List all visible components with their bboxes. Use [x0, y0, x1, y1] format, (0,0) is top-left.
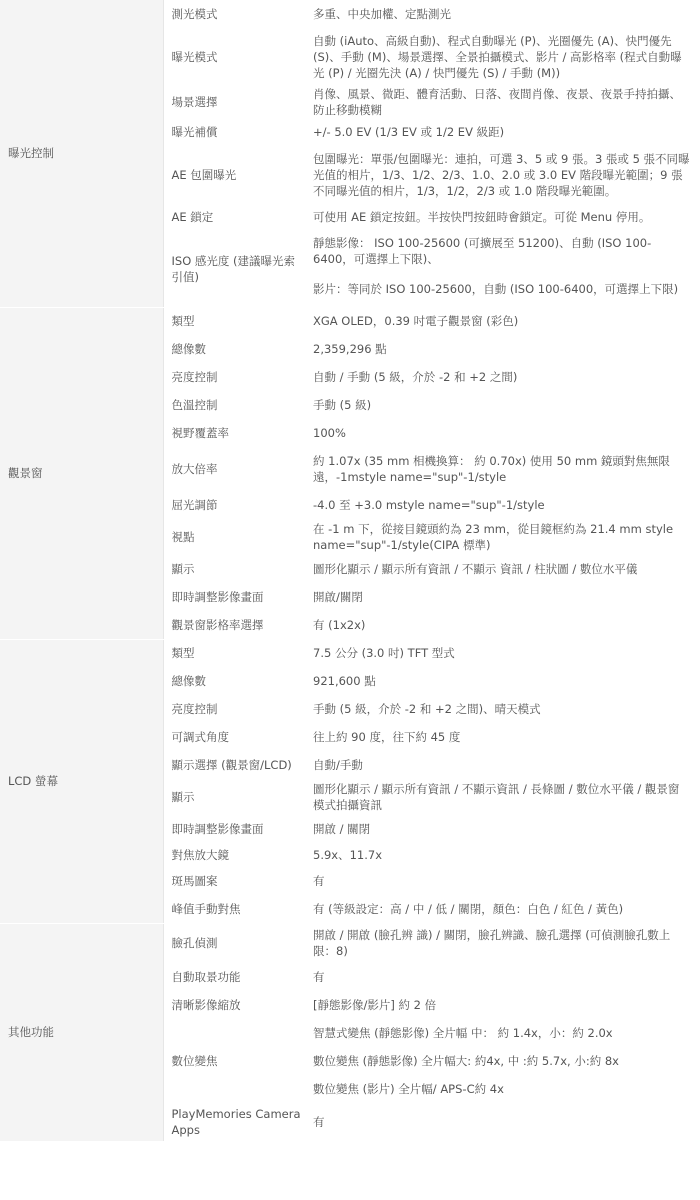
spec-label-text: 顯示選擇 (觀景窗/LCD) [171, 758, 292, 772]
spec-label [163, 85, 303, 118]
spec-value: 手動 (5 級，介於 -2 和 +2 之間)、晴天模式 [303, 695, 700, 723]
spec-label-text: 場景選擇 [171, 94, 218, 109]
spec-label [163, 751, 303, 779]
spec-label [163, 695, 303, 723]
spec-value: 圖形化顯示 / 顯示所有資訊 / 不顯示資訊 / 長條圖 / 數位水平儀 / 觀景窗模式拍攝資訊 [303, 779, 700, 815]
spec-value: 有 (等級設定：高 / 中 / 低 / 關閉，顏色：白色 / 紅色 / 黃色) [303, 895, 700, 923]
spec-value: 有 [303, 867, 700, 895]
spec-label [163, 667, 303, 695]
spec-label-text: 曝光模式 [171, 49, 218, 64]
spec-label [163, 779, 303, 815]
spec-value: 開啟/關閉 [303, 583, 700, 611]
spec-label-text: 清晰影像縮放 [171, 998, 241, 1012]
spec-label-text: 顯示 [171, 562, 195, 576]
spec-label [163, 419, 303, 447]
spec-label [163, 146, 303, 203]
spec-label [163, 555, 303, 583]
spec-value: 自動 (iAuto、高級自動)、程式自動曝光 (P)、光圈優先 (A)、快門優先 (S)、手動 (M)、場景選擇、全景拍攝模式、影片 / 高影格率 (程式自動曝光 (P) / 光圈先決 (A) / 快門優先 (S) / 手動 (M)) [303, 28, 700, 85]
spec-label [163, 519, 303, 555]
spec-label-text: ISO 感光度 (建議曝光索引值) [171, 254, 296, 284]
spec-label [163, 1103, 303, 1141]
spec-label-text: 即時調整影像畫面 [171, 590, 264, 604]
spec-label [163, 391, 303, 419]
spec-label [163, 307, 303, 335]
spec-label-text: 可調式角度 [171, 730, 229, 744]
spec-value: 開啟 / 開啟 (臉孔辨 識) / 關閉，臉孔辨識、臉孔選擇 (可偵測臉孔數上限：8) [303, 923, 700, 963]
spec-value: 有 [303, 963, 700, 991]
spec-value: 靜態影像： ISO 100-25600 (可擴展至 51200)、自動 (ISO 100-6400，可選擇上下限)、 [303, 231, 700, 271]
spec-row [0, 0, 700, 28]
spec-value: 數位變焦 (靜態影像) 全片幅大: 約4x, 中 :約 5.7x, 小:約 8x [303, 1047, 700, 1075]
spec-label [163, 0, 303, 28]
spec-label [163, 895, 303, 923]
spec-label [163, 867, 303, 895]
spec-label [163, 447, 303, 491]
spec-label [163, 363, 303, 391]
spec-value: 有 (1x2x) [303, 611, 700, 639]
spec-value: 包圍曝光：單張/包圍曝光：連拍，可選 3、5 或 9 張。3 張或 5 張不同曝光值的相片，1/3、1/2、2/3、1.0、2.0 或 3.0 EV 階段曝光範圍；9 張不同曝光值的相片，1/3，1/2，2/3 或 1.0 階段曝光範圍。 [303, 146, 700, 203]
spec-value: 開啟 / 關閉 [303, 815, 700, 843]
spec-label-text: 視野覆蓋率 [171, 426, 229, 440]
spec-label-text: PlayMemories Camera Apps [171, 1107, 301, 1137]
spec-value: 7.5 公分 (3.0 吋) TFT 型式 [303, 639, 700, 667]
spec-label [163, 639, 303, 667]
spec-label [163, 723, 303, 751]
spec-row [0, 639, 700, 667]
spec-label-text: 放大倍率 [171, 462, 218, 476]
spec-row [0, 923, 700, 963]
spec-value: 有 [303, 1103, 700, 1141]
spec-value: 自動/手動 [303, 751, 700, 779]
spec-label [163, 963, 303, 991]
spec-value: +/- 5.0 EV (1/3 EV 或 1/2 EV 級距) [303, 118, 700, 146]
spec-label [163, 491, 303, 519]
spec-label [163, 583, 303, 611]
spec-label-text: 總像數 [171, 674, 206, 688]
spec-value: 約 1.07x (35 mm 相機換算： 約 0.70x) 使用 50 mm 鏡頭對焦無限遠，-1mstyle name="sup"-1/style [303, 447, 700, 491]
category-label: 其他功能 [0, 923, 163, 1141]
spec-label-text: 類型 [171, 314, 195, 328]
spec-label-text: 峰值手動對焦 [171, 902, 241, 916]
spec-label-text: 即時調整影像畫面 [171, 822, 264, 836]
spec-label-text: 總像數 [171, 342, 206, 356]
spec-label-text: 曝光補償 [171, 125, 218, 139]
spec-value: 影片：等同於 ISO 100-25600，自動 (ISO 100-6400，可選擇上下限) [303, 271, 700, 307]
spec-label [163, 118, 303, 146]
spec-label-text: 亮度控制 [171, 702, 218, 716]
spec-label-text: AE 鎖定 [171, 210, 214, 224]
spec-value: -4.0 至 +3.0 mstyle name="sup"-1/style [303, 491, 700, 519]
spec-label [163, 28, 303, 85]
spec-value: 可使用 AE 鎖定按鈕。半按快門按鈕時會鎖定。可從 Menu 停用。 [303, 203, 700, 231]
spec-label [163, 231, 303, 307]
spec-label [163, 611, 303, 639]
spec-label-text: 對焦放大鏡 [171, 848, 229, 862]
spec-value: 100% [303, 419, 700, 447]
spec-value: XGA OLED，0.39 吋電子觀景窗 (彩色) [303, 307, 700, 335]
spec-value: 數位變焦 (影片) 全片幅/ APS-C約 4x [303, 1075, 700, 1103]
spec-label [163, 203, 303, 231]
spec-value: 圖形化顯示 / 顯示所有資訊 / 不顯示 資訊 / 柱狀圖 / 數位水平儀 [303, 555, 700, 583]
spec-value: 多重、中央加權、定點測光 [303, 0, 700, 28]
spec-label-text: 屈光調節 [171, 498, 218, 512]
spec-label-text: 視點 [171, 530, 195, 544]
spec-value: 肖像、風景、微距、體育活動、日落、夜間肖像、夜景、夜景手持拍攝、防止移動模糊 [303, 85, 700, 118]
spec-label-text: 顯示 [171, 790, 195, 804]
spec-label-text: 自動取景功能 [171, 970, 241, 984]
spec-value: 智慧式變焦 (靜態影像) 全片幅 中： 約 1.4x，小：約 2.0x [303, 1019, 700, 1047]
spec-label-text: 類型 [171, 646, 195, 660]
spec-value: 5.9x、11.7x [303, 843, 700, 867]
spec-label-text: 數位變焦 [171, 1054, 218, 1068]
spec-value: 自動 / 手動 (5 級，介於 -2 和 +2 之間) [303, 363, 700, 391]
spec-value: 在 -1 m 下，從接目鏡頭約為 23 mm，從目鏡框約為 21.4 mm style name="sup"-1/style(CIPA 標準) [303, 519, 700, 555]
spec-value: [靜態影像/影片] 約 2 倍 [303, 991, 700, 1019]
spec-label-text: 測光模式 [171, 6, 218, 21]
spec-label-text: 色溫控制 [171, 398, 218, 412]
spec-label-text: 亮度控制 [171, 370, 218, 384]
spec-label [163, 991, 303, 1019]
category-label: LCD 螢幕 [0, 639, 163, 923]
spec-value: 2,359,296 點 [303, 335, 700, 363]
spec-row [0, 307, 700, 335]
spec-label [163, 923, 303, 963]
spec-value: 往上約 90 度，往下約 45 度 [303, 723, 700, 751]
category-label: 曝光控制 [0, 0, 163, 307]
spec-label-text: AE 包圍曝光 [171, 167, 237, 182]
spec-label-text: 觀景窗影格率選擇 [171, 618, 264, 632]
spec-label [163, 335, 303, 363]
spec-value: 921,600 點 [303, 667, 700, 695]
category-label: 觀景窗 [0, 307, 163, 639]
spec-label [163, 843, 303, 867]
spec-label-text: 斑馬圖案 [171, 874, 218, 888]
spec-label [163, 815, 303, 843]
spec-label-text: 臉孔偵測 [171, 936, 218, 950]
spec-value: 手動 (5 級) [303, 391, 700, 419]
spec-label [163, 1019, 303, 1103]
